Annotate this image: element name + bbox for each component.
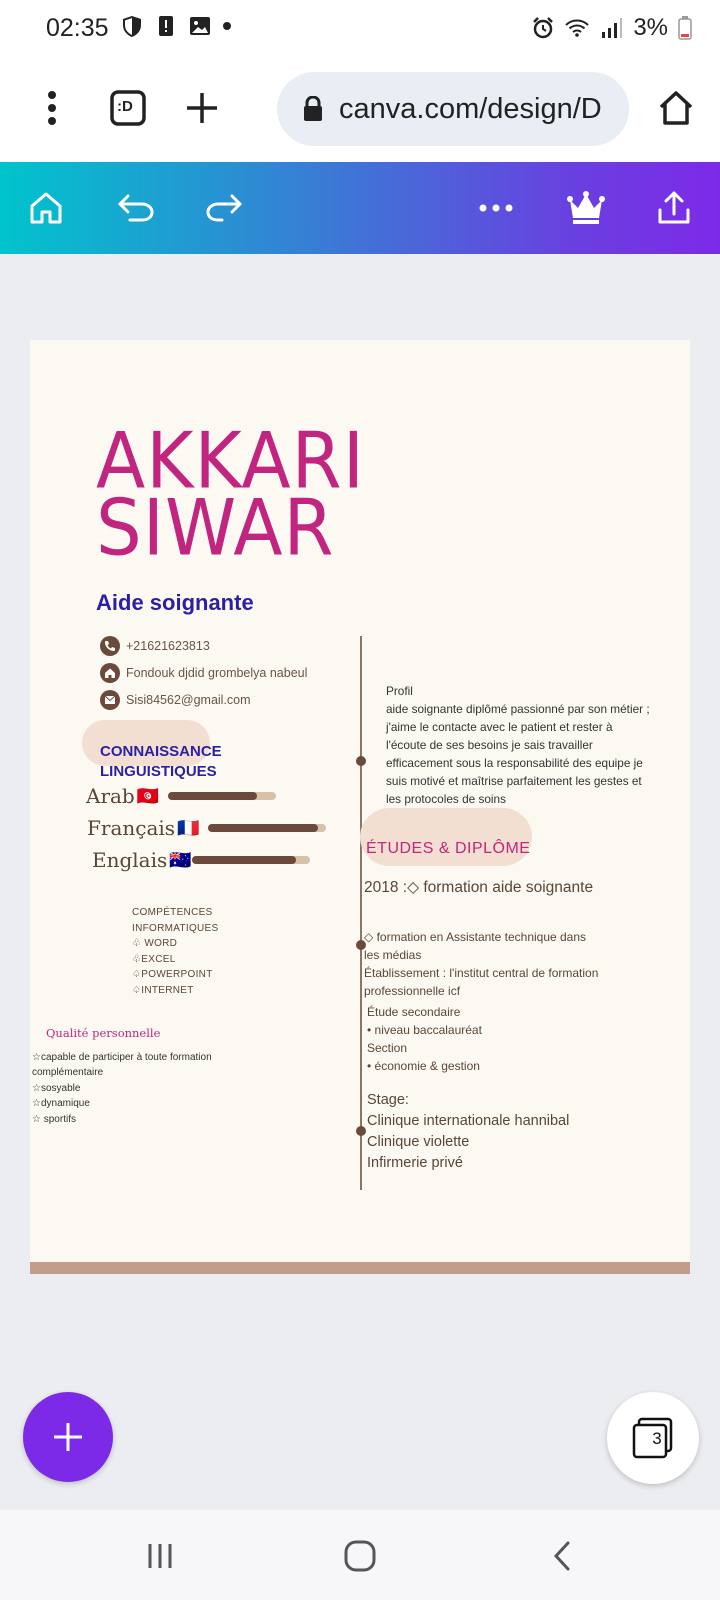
education-line: • niveau baccalauréat	[367, 1023, 482, 1037]
education-item[interactable]: 2018 :◇ formation aide soignante	[364, 879, 594, 896]
internship-heading: Stage:	[367, 1092, 409, 1108]
alarm-icon	[531, 16, 555, 40]
qualities-heading[interactable]: Qualité personnelle	[46, 1026, 161, 1040]
more-options-button[interactable]	[470, 182, 522, 234]
share-icon	[656, 190, 692, 226]
education-heading[interactable]: ÉTUDES & DIPLÔME	[366, 840, 531, 857]
name-second-line: SIWAR	[96, 482, 335, 573]
languages-heading-line1: CONNAISSANCE	[100, 743, 222, 760]
quality-item: ☆dynamique	[32, 1098, 90, 1110]
education-line: • économie & gestion	[367, 1059, 480, 1073]
back-icon	[551, 1540, 573, 1572]
language-arab[interactable]	[86, 784, 159, 808]
language-bar-arab	[168, 792, 276, 800]
plus-icon	[185, 91, 219, 125]
education-line: ◇ formation en Assistante technique dans les médias	[364, 930, 587, 962]
name-first-line: AKKARI	[96, 415, 365, 506]
canva-toolbar	[0, 162, 720, 254]
competence-line: ♧EXCEL	[132, 953, 176, 965]
tabs-count: :D	[117, 98, 133, 115]
add-element-button[interactable]	[23, 1392, 113, 1482]
status-bar	[0, 0, 720, 58]
quality-item: ☆ sportifs	[32, 1113, 76, 1125]
lock-icon	[303, 96, 323, 122]
profile-block[interactable]	[386, 682, 650, 808]
qualities-list[interactable]	[32, 1050, 272, 1127]
home-button[interactable]	[652, 84, 700, 132]
competence-line: ♤INTERNET	[132, 984, 194, 996]
address-text: Fondouk djdid grombelya nabeul	[126, 666, 308, 680]
language-englais[interactable]	[92, 848, 192, 872]
phone-text: +21621623813	[126, 639, 210, 653]
system-nav-bar	[0, 1510, 720, 1600]
flag-tunisia-icon: 🇹🇳	[136, 785, 160, 807]
page-footer-bar	[30, 1262, 690, 1274]
tabs-button[interactable]	[104, 84, 152, 132]
browser-toolbar	[0, 58, 720, 162]
language-bar-fill	[168, 792, 257, 800]
languages-heading[interactable]	[100, 742, 222, 782]
battery-icon	[678, 16, 692, 40]
timeline-dot	[356, 756, 366, 766]
competence-line: ♤POWERPOINT	[132, 969, 213, 980]
competence-line: COMPÉTENCES	[132, 907, 213, 918]
new-tab-button[interactable]	[178, 84, 226, 132]
contact-email[interactable]	[100, 690, 251, 710]
canva-home-button[interactable]	[20, 182, 72, 234]
internship-item: Clinique internationale hannibal	[367, 1113, 570, 1129]
mail-icon	[100, 690, 120, 710]
timeline-dot	[356, 1126, 366, 1136]
redo-button[interactable]	[198, 182, 250, 234]
address-bar[interactable]	[277, 72, 629, 146]
phone-icon	[100, 636, 120, 656]
resume-name[interactable]	[96, 415, 365, 573]
redo-icon	[204, 192, 244, 224]
language-label: Arab	[86, 784, 135, 808]
education-line: Établissement : l'institut central de formation professionnelle icf	[364, 966, 599, 998]
timeline-line	[360, 636, 362, 1190]
image-icon	[188, 14, 212, 38]
home-outline-icon	[658, 90, 694, 126]
language-francais[interactable]	[87, 816, 199, 840]
design-canvas[interactable]	[0, 254, 720, 1510]
share-button[interactable]	[648, 182, 700, 234]
education-item[interactable]	[367, 1003, 607, 1075]
language-bar-englais	[192, 856, 310, 864]
recent-apps-button[interactable]	[138, 1534, 182, 1578]
battery-level: 3%	[633, 14, 668, 41]
menu-button[interactable]	[28, 84, 76, 132]
resume-page[interactable]	[30, 340, 690, 1274]
job-title[interactable]: Aide soignante	[96, 590, 254, 615]
language-bar-francais	[208, 824, 326, 832]
home-circle-icon	[344, 1540, 376, 1572]
more-vert-icon	[46, 90, 58, 126]
competence-line: ♧ WORD	[132, 938, 178, 949]
education-line: Étude secondaire	[367, 1005, 461, 1019]
quality-item: ☆capable de participer à toute formation complémentaire	[32, 1052, 212, 1079]
crown-icon	[566, 190, 606, 226]
more-horiz-icon	[478, 203, 514, 213]
contact-phone[interactable]	[100, 636, 210, 656]
dot-icon	[222, 21, 232, 31]
undo-icon	[116, 192, 156, 224]
language-bar-fill	[208, 824, 318, 832]
house-icon	[100, 663, 120, 683]
internship-item: Clinique violette	[367, 1134, 470, 1150]
alert-icon	[154, 14, 178, 38]
home-nav-button[interactable]	[338, 1534, 382, 1578]
home-icon	[28, 190, 64, 226]
language-bar-fill	[192, 856, 296, 864]
languages-heading-line2: LINGUISTIQUES	[100, 763, 217, 780]
status-time: 02:35	[46, 14, 109, 42]
recents-icon	[145, 1542, 175, 1570]
language-label: Français	[87, 816, 176, 840]
competence-line: INFORMATIQUES	[132, 922, 219, 934]
url-text: canva.com/design/D	[339, 92, 602, 125]
internship-item: Infirmerie privé	[367, 1155, 463, 1171]
premium-button[interactable]	[560, 182, 612, 234]
internship-block[interactable]	[367, 1090, 627, 1174]
flag-australia-icon: 🇦🇺	[169, 849, 192, 871]
contact-address[interactable]	[100, 663, 307, 683]
plus-icon	[51, 1420, 85, 1454]
pages-button[interactable]	[607, 1392, 699, 1484]
back-button[interactable]	[540, 1534, 584, 1578]
profile-heading: Profil	[386, 684, 413, 698]
education-line: Section	[367, 1041, 408, 1055]
undo-button[interactable]	[110, 182, 162, 234]
competences-block[interactable]	[132, 905, 219, 998]
profile-text: aide soignante diplômé passionné par son métier ; j'aime le contacte avec le patient et rester à l'écoute de ses besoins je sais travailler efficacement sous la responsabilité des equipe je suis motivé et maîtrise parfaitement les gestes et les protocoles de soins	[386, 702, 650, 806]
flag-france-icon: 🇫🇷	[177, 817, 200, 839]
quality-item: ☆sosyable	[32, 1082, 81, 1094]
signal-icon	[599, 16, 623, 40]
email-text: Sisi84562@gmail.com	[126, 693, 251, 707]
shield-icon	[120, 14, 144, 38]
pages-count: 3	[652, 1429, 662, 1448]
language-label: Englais	[92, 848, 168, 872]
wifi-icon	[565, 16, 589, 40]
education-item[interactable]	[364, 928, 604, 1000]
